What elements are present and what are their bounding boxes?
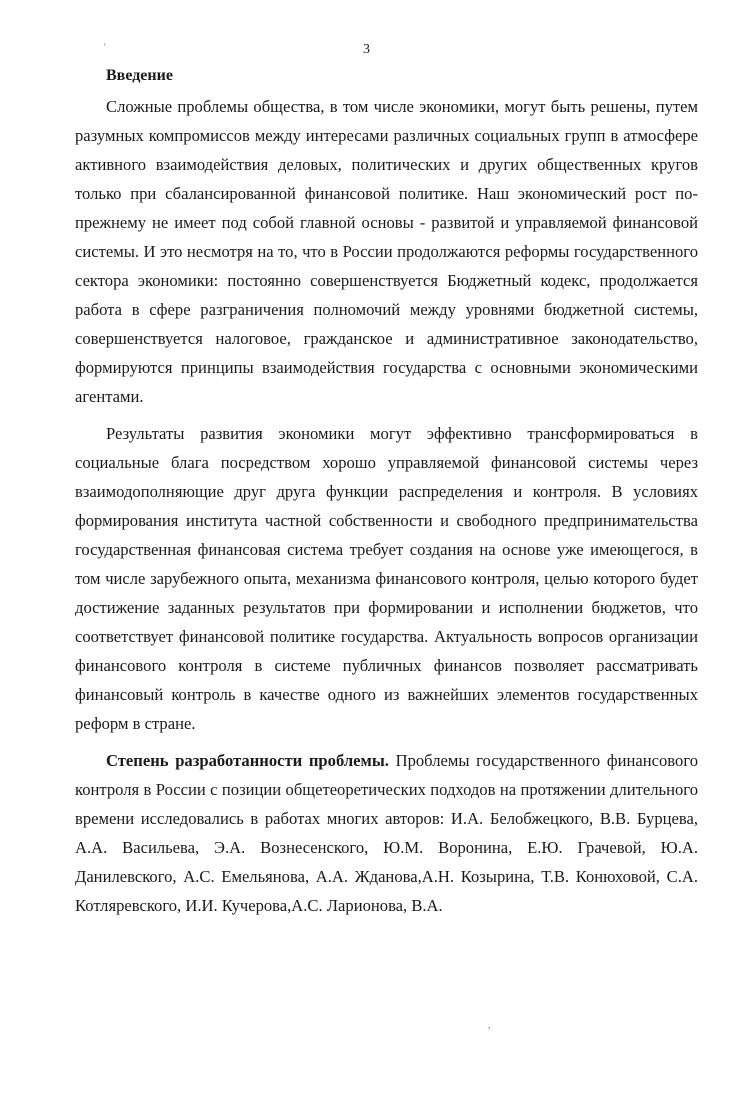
body-text: [75, 92, 698, 920]
scan-speck: ,: [488, 1020, 491, 1030]
paragraph-3-lead: Степень разработанности проблемы.: [106, 751, 389, 770]
section-heading: Введение: [106, 67, 173, 84]
paragraph-1: Сложные проблемы общества, в том числе экономики, могут быть решены, путем разумных компромиссов между интересами различных социальных групп в атмосфере активного взаимодействия деловых, политических и других общественных кругов только при сбалансированной финансовой политике. Наш экономический рост по-прежнему не имеет под собой главной основы - развитой и управляемой финансовой системы. И это несмотря на то, что в России продолжаются реформы государственного сектора экономики: постоянно совершенствуется Бюджетный кодекс, продолжается работа в сфере разграничения полномочий между уровнями бюджетной системы, совершенствуется налоговое, гражданское и административное законодательство, формируются принципы взаимодействия государства с основными экономическими агентами.: [75, 97, 698, 406]
paragraph-2: Результаты развития экономики могут эффективно трансформироваться в социальные блага посредством хорошо управляемой финансовой системы через взаимодополняющие друг друга функции распределения и контроля. В условиях формирования института частной собственности и свободного предпринимательства государственная финансовая система требует создания на основе уже имеющегося, в том числе зарубежного опыта, механизма финансового контроля, целью которого будет достижение заданных результатов при формировании и исполнении бюджетов, что соответствует финансовой политике государства. Актуальность вопросов организации финансового контроля в системе публичных финансов позволяет рассматривать финансовый контроль в качестве одного из важнейших элементов государственных реформ в стране.: [75, 424, 698, 733]
scan-speck: ': [104, 42, 106, 52]
page-number: 3: [363, 42, 370, 57]
paragraph-3: [75, 746, 698, 920]
paragraph-3-text: Проблемы государственного финансового контроля в России с позиции общетеоретических подходов на протяжении длительного времени исследовались в работах многих авторов: И.А. Белобжецкого, В.В. Бурцева, А.А. Васильева, Э.А. Вознесенского, Ю.М. Воронина, Е.Ю. Грачевой, Ю.А. Данилевского, А.С. Емельянова, А.А. Жданова,А.Н. Козырина, Т.В. Конюховой, С.А. Котляревского, И.И. Кучерова,А.С. Ларионова, В.А.: [75, 751, 699, 915]
